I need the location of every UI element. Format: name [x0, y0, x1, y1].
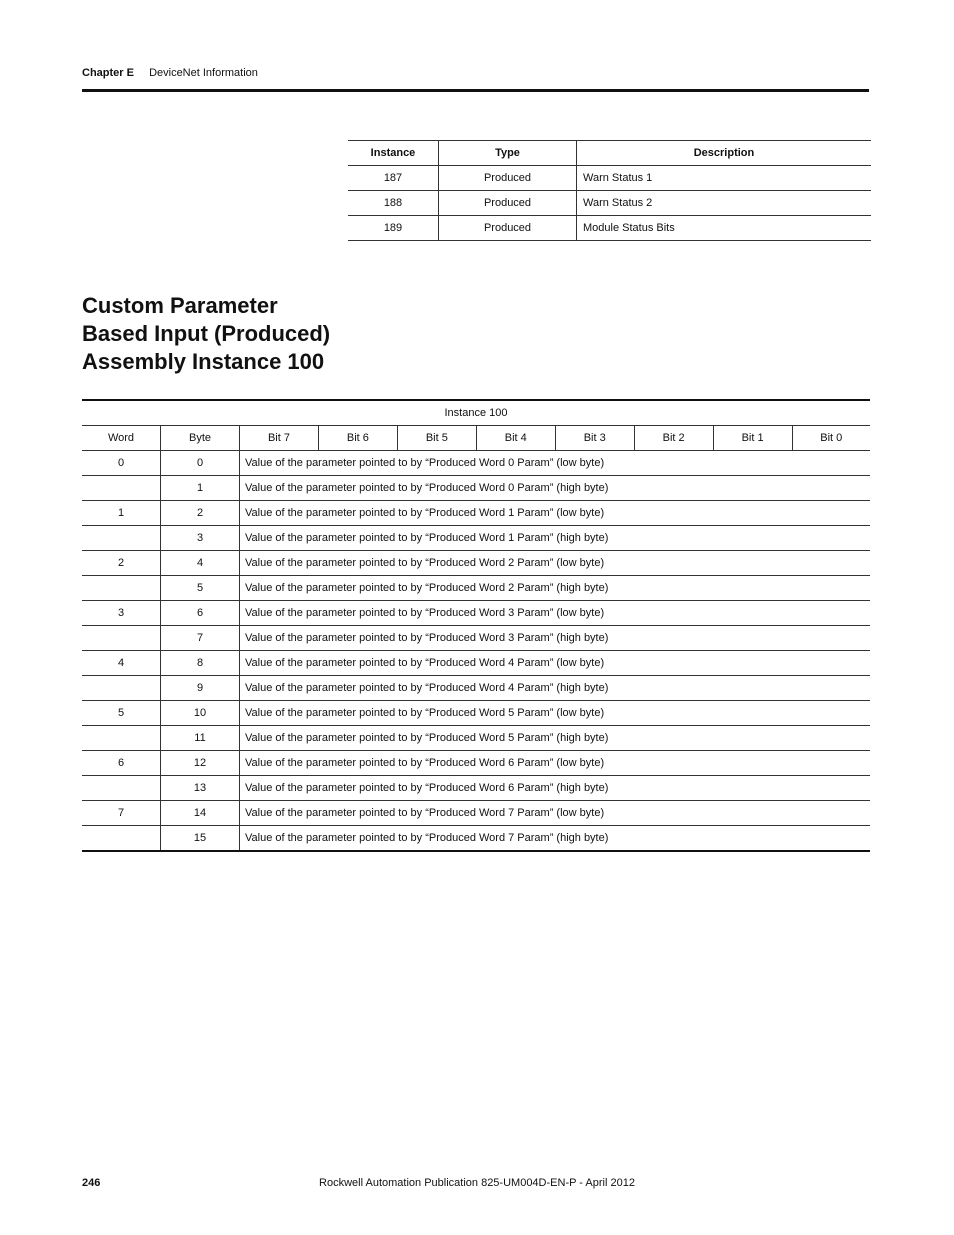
- byte-cell: 8: [161, 651, 240, 676]
- column-header-byte: Byte: [161, 426, 240, 451]
- table-row: [82, 776, 870, 801]
- page-number: 246: [82, 1177, 101, 1189]
- value-description-cell: Value of the parameter pointed to by “Produced Word 7 Param” (low byte): [240, 801, 871, 826]
- column-header-bit4: Bit 4: [476, 426, 555, 451]
- table-row: [82, 476, 870, 501]
- byte-cell: 0: [161, 451, 240, 476]
- instance-cell: 189: [348, 216, 439, 241]
- header-rule: [82, 89, 869, 92]
- column-header-instance: Instance: [348, 141, 439, 166]
- column-header-bit0: Bit 0: [792, 426, 870, 451]
- word-cell: 3: [82, 601, 161, 626]
- word-cell: 7: [82, 801, 161, 826]
- byte-cell: 13: [161, 776, 240, 801]
- byte-cell: 4: [161, 551, 240, 576]
- byte-cell: 12: [161, 751, 240, 776]
- description-cell: Warn Status 2: [577, 191, 872, 216]
- column-header-bit7: Bit 7: [240, 426, 319, 451]
- type-cell: Produced: [439, 166, 577, 191]
- byte-cell: 2: [161, 501, 240, 526]
- word-cell: [82, 676, 161, 701]
- column-header-bit2: Bit 2: [634, 426, 713, 451]
- byte-cell: 6: [161, 601, 240, 626]
- word-cell: [82, 626, 161, 651]
- word-cell: [82, 826, 161, 852]
- table-row: [82, 701, 870, 726]
- byte-cell: 9: [161, 676, 240, 701]
- value-description-cell: Value of the parameter pointed to by “Produced Word 0 Param” (high byte): [240, 476, 871, 501]
- value-description-cell: Value of the parameter pointed to by “Produced Word 1 Param” (high byte): [240, 526, 871, 551]
- word-cell: [82, 726, 161, 751]
- byte-cell: 3: [161, 526, 240, 551]
- value-description-cell: Value of the parameter pointed to by “Produced Word 4 Param” (high byte): [240, 676, 871, 701]
- table-title-row: [82, 400, 870, 426]
- table-row: [348, 216, 871, 241]
- table-title: Instance 100: [82, 400, 870, 426]
- byte-cell: 14: [161, 801, 240, 826]
- value-description-cell: Value of the parameter pointed to by “Produced Word 5 Param” (high byte): [240, 726, 871, 751]
- value-description-cell: Value of the parameter pointed to by “Produced Word 6 Param” (low byte): [240, 751, 871, 776]
- word-cell: [82, 776, 161, 801]
- byte-cell: 7: [161, 626, 240, 651]
- column-header-bit5: Bit 5: [397, 426, 476, 451]
- table-row: [348, 191, 871, 216]
- word-cell: 1: [82, 501, 161, 526]
- chapter-title: DeviceNet Information: [149, 67, 258, 79]
- instance-table: [348, 140, 871, 241]
- byte-cell: 11: [161, 726, 240, 751]
- word-cell: [82, 576, 161, 601]
- table-header-row: [82, 426, 870, 451]
- value-description-cell: Value of the parameter pointed to by “Produced Word 3 Param” (low byte): [240, 601, 871, 626]
- table-row: [82, 801, 870, 826]
- section-title: Custom Parameter Based Input (Produced) Assembly Instance 100: [82, 293, 331, 374]
- value-description-cell: Value of the parameter pointed to by “Produced Word 2 Param” (high byte): [240, 576, 871, 601]
- value-description-cell: Value of the parameter pointed to by “Produced Word 7 Param” (high byte): [240, 826, 871, 852]
- description-cell: Module Status Bits: [577, 216, 872, 241]
- type-cell: Produced: [439, 216, 577, 241]
- table-row: [82, 651, 870, 676]
- value-description-cell: Value of the parameter pointed to by “Produced Word 3 Param” (high byte): [240, 626, 871, 651]
- table-row: [82, 626, 870, 651]
- byte-cell: 1: [161, 476, 240, 501]
- chapter-label: Chapter E: [82, 67, 134, 79]
- word-cell: 4: [82, 651, 161, 676]
- word-cell: 2: [82, 551, 161, 576]
- column-header-bit1: Bit 1: [713, 426, 792, 451]
- byte-cell: 5: [161, 576, 240, 601]
- column-header-word: Word: [82, 426, 161, 451]
- column-header-description: Description: [577, 141, 872, 166]
- table-row: [82, 551, 870, 576]
- value-description-cell: Value of the parameter pointed to by “Produced Word 4 Param” (low byte): [240, 651, 871, 676]
- assembly-table: [82, 399, 870, 852]
- table-row: [82, 676, 870, 701]
- value-description-cell: Value of the parameter pointed to by “Produced Word 6 Param” (high byte): [240, 776, 871, 801]
- column-header-bit3: Bit 3: [555, 426, 634, 451]
- byte-cell: 15: [161, 826, 240, 852]
- byte-cell: 10: [161, 701, 240, 726]
- table-row: [82, 451, 870, 476]
- table-row: [82, 526, 870, 551]
- description-cell: Warn Status 1: [577, 166, 872, 191]
- table-header-row: [348, 141, 871, 166]
- table-row: [82, 726, 870, 751]
- value-description-cell: Value of the parameter pointed to by “Produced Word 2 Param” (low byte): [240, 551, 871, 576]
- instance-cell: 187: [348, 166, 439, 191]
- assembly-table-body: [82, 451, 870, 852]
- table-row: [82, 751, 870, 776]
- table-row: [82, 501, 870, 526]
- column-header-bit6: Bit 6: [318, 426, 397, 451]
- word-cell: 6: [82, 751, 161, 776]
- table-row: [348, 166, 871, 191]
- column-header-type: Type: [439, 141, 577, 166]
- value-description-cell: Value of the parameter pointed to by “Produced Word 5 Param” (low byte): [240, 701, 871, 726]
- publication-info: Rockwell Automation Publication 825-UM004D-EN-P - April 2012: [319, 1177, 635, 1189]
- table-row: [82, 576, 870, 601]
- instance-cell: 188: [348, 191, 439, 216]
- table-row: [82, 826, 870, 852]
- value-description-cell: Value of the parameter pointed to by “Produced Word 0 Param” (low byte): [240, 451, 871, 476]
- word-cell: 0: [82, 451, 161, 476]
- page-header: [82, 67, 869, 79]
- word-cell: 5: [82, 701, 161, 726]
- word-cell: [82, 526, 161, 551]
- type-cell: Produced: [439, 191, 577, 216]
- word-cell: [82, 476, 161, 501]
- table-row: [82, 601, 870, 626]
- value-description-cell: Value of the parameter pointed to by “Produced Word 1 Param” (low byte): [240, 501, 871, 526]
